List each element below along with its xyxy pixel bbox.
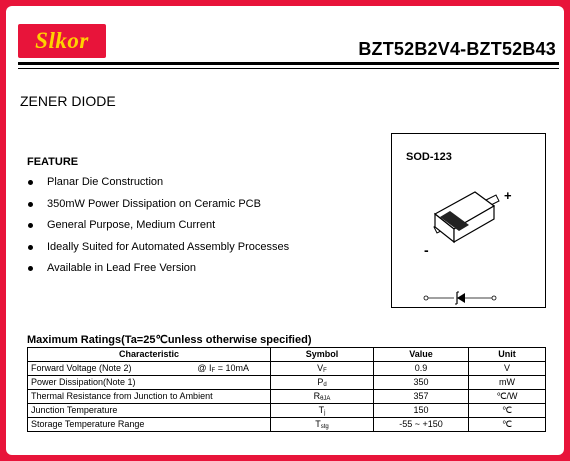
unit-cell: V bbox=[469, 362, 546, 376]
ratings-table bbox=[27, 347, 546, 432]
header-symbol: Symbol bbox=[271, 348, 374, 362]
symbol-cell: $V_F$ bbox=[271, 362, 374, 376]
datasheet-page bbox=[6, 6, 564, 455]
value-cell: -55 ~ +150 bbox=[374, 418, 469, 432]
header-rule-thick bbox=[18, 62, 559, 65]
feature-item: Available in Lead Free Version bbox=[26, 262, 289, 284]
part-number-range: BZT52B2V4-BZT52B43 bbox=[358, 39, 556, 59]
symbol-cell: $R_{\theta JA}$ bbox=[271, 390, 374, 404]
brand-logo-text: Slkor bbox=[35, 28, 89, 53]
symbol-cell: $T_{stg}$ bbox=[271, 418, 374, 432]
table-row bbox=[28, 390, 546, 404]
header-rule-thin bbox=[18, 68, 559, 69]
unit-cell: ℃ bbox=[469, 404, 546, 418]
table-row bbox=[28, 362, 546, 376]
symbol-cell: $P_d$ bbox=[271, 376, 374, 390]
ratings-title: Maximum Ratings(Ta=25℃unless otherwise specified) bbox=[27, 334, 312, 346]
value-cell: 0.9 bbox=[374, 362, 469, 376]
feature-title: FEATURE bbox=[27, 156, 79, 168]
header-unit: Unit bbox=[469, 348, 546, 362]
characteristic-cell: Thermal Resistance from Junction to Ambient bbox=[28, 390, 271, 404]
value-cell: 350 bbox=[374, 376, 469, 390]
feature-item: General Purpose, Medium Current bbox=[26, 219, 289, 241]
value-cell: 357 bbox=[374, 390, 469, 404]
diode-symbol bbox=[424, 292, 496, 304]
table-header-row bbox=[28, 348, 546, 362]
value-cell: 150 bbox=[374, 404, 469, 418]
unit-cell: ℃/W bbox=[469, 390, 546, 404]
table-row bbox=[28, 404, 546, 418]
characteristic-cell: Junction Temperature bbox=[28, 404, 271, 418]
feature-list bbox=[26, 176, 289, 284]
table-row bbox=[28, 418, 546, 432]
package-name: SOD-123 bbox=[406, 151, 452, 163]
brand-logo bbox=[18, 24, 106, 58]
document-heading: ZENER DIODE bbox=[20, 93, 116, 109]
header-characteristic: Characteristic bbox=[28, 348, 271, 362]
header-value: Value bbox=[374, 348, 469, 362]
test-condition: @ $I_F = 10mA$ bbox=[197, 363, 249, 374]
package-drawing bbox=[392, 134, 547, 309]
feature-item: Ideally Suited for Automated Assembly Processes bbox=[26, 241, 289, 263]
polarity-plus: + bbox=[504, 188, 512, 203]
table-row bbox=[28, 376, 546, 390]
feature-item: 350mW Power Dissipation on Ceramic PCB bbox=[26, 198, 289, 220]
unit-cell: mW bbox=[469, 376, 546, 390]
polarity-minus: - bbox=[424, 242, 429, 258]
symbol-cell: $T_j$ bbox=[271, 404, 374, 418]
characteristic-cell: Storage Temperature Range bbox=[28, 418, 271, 432]
feature-item: Planar Die Construction bbox=[26, 176, 289, 198]
package-box bbox=[391, 133, 546, 308]
characteristic-cell: Forward Voltage (Note 2) @ $I_F = 10mA$ bbox=[28, 362, 271, 376]
characteristic-cell: Power Dissipation(Note 1) bbox=[28, 376, 271, 390]
unit-cell: ℃ bbox=[469, 418, 546, 432]
